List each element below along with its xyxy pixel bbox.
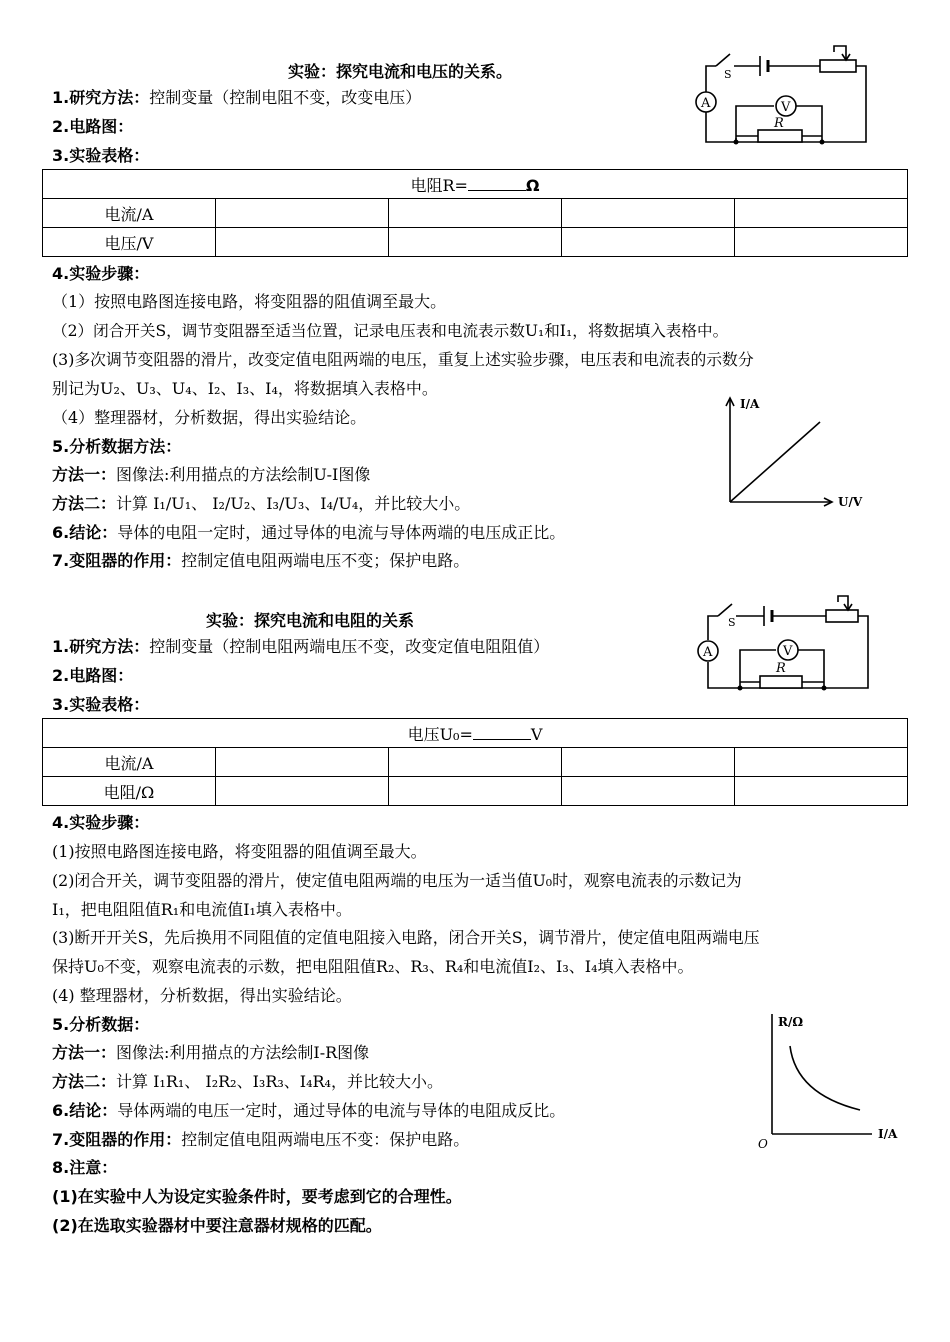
- section2-table: [42, 718, 908, 806]
- table-cell[interactable]: [216, 228, 389, 257]
- resistor-label: R: [774, 116, 784, 131]
- section2-notes-label: 8.注意：: [52, 1158, 118, 1177]
- blank-line[interactable]: [468, 176, 526, 191]
- section2-row-resistance-label: 电阻/Ω: [43, 777, 216, 806]
- section1-step2: （2）闭合开关S，调节变阻器至适当位置，记录电压表和电流表示数U₁和I₁，将数据填入表格中。: [52, 322, 729, 340]
- section2-table-label: 3.实验表格：: [52, 695, 150, 714]
- section2-step3a: (3)断开开关S，先后换用不同阻值的定值电阻接入电路，闭合开关S，调节滑片，使定值电阻两端电压: [52, 928, 760, 947]
- section1-step3a: (3)多次调节变阻器的滑片，改变定值电阻两端的电压，重复上述实验步骤，电压表和电流表的示数分: [52, 350, 754, 369]
- table-cell[interactable]: [389, 748, 562, 777]
- section1-circuit-label: 2.电路图：: [52, 117, 134, 136]
- table-cell[interactable]: [562, 228, 735, 257]
- table-cell[interactable]: [735, 748, 908, 777]
- table-cell[interactable]: [735, 228, 908, 257]
- section1-method: 1.研究方法：控制变量（控制电阻不变，改变电压）: [52, 88, 422, 107]
- inverse-curve: [790, 1046, 860, 1110]
- section1-conclusion: 6.结论：导体的电阻一定时，通过导体的电流与导体两端的电压成正比。: [52, 523, 566, 542]
- section2-rheostat: 7.变阻器的作用：控制定值电阻两端电压不变：保护电路。: [52, 1130, 470, 1149]
- resistor-body: [758, 130, 802, 142]
- table-cell[interactable]: [216, 199, 389, 228]
- proportional-line: [730, 422, 820, 502]
- table-cell[interactable]: [562, 748, 735, 777]
- section1-method2: 方法二：计算 I₁/U₁、 I₂/U₂、I₃/U₃、I₄/U₄，并比较大小。: [52, 494, 471, 513]
- graph2-y-label: R/Ω: [778, 1015, 804, 1029]
- graph2-origin: O: [758, 1137, 768, 1151]
- section1-step1: （1）按照电路图连接电路，将变阻器的阻值调至最大。: [52, 292, 447, 311]
- table-cell[interactable]: [735, 199, 908, 228]
- table-cell[interactable]: [389, 228, 562, 257]
- graph-ri: [752, 1010, 912, 1152]
- rheostat-body: [820, 60, 856, 72]
- section1-rheostat: 7.变阻器的作用：控制定值电阻两端电压不变；保护电路。: [52, 551, 470, 570]
- graph-ui: [716, 392, 876, 516]
- section1-table-label: 3.实验表格：: [52, 146, 150, 165]
- graph1-x-label: U/V: [838, 495, 863, 509]
- circuit-diagram-1: [686, 42, 872, 148]
- section1-step4: （4）整理器材，分析数据，得出实验结论。: [52, 408, 367, 427]
- section2-step2b: I₁，把电阻阻值R₁和电流值I₁填入表格中。: [52, 900, 352, 919]
- graph2-x-label: I/A: [878, 1127, 898, 1141]
- switch-label: S: [728, 616, 736, 629]
- section2-title: 实验：探究电流和电阻的关系: [206, 611, 415, 630]
- table-cell[interactable]: [389, 777, 562, 806]
- table-cell[interactable]: [735, 777, 908, 806]
- ammeter-label: A: [701, 96, 711, 111]
- circuit-diagram-2: [690, 592, 876, 692]
- section1-table: [42, 169, 908, 257]
- section1-row-voltage-label: 电压/V: [43, 228, 216, 257]
- table-cell[interactable]: [562, 777, 735, 806]
- section2-step3b: 保持U₀不变，观察电流表的示数，把电阻阻值R₂、R₃、R₄和电流值I₂、I₃、I₄填入表格中。: [52, 957, 694, 976]
- blank-line[interactable]: [473, 725, 531, 740]
- ammeter-label: A: [703, 645, 713, 660]
- section2-method1: 方法一：图像法:利用描点的方法绘制I-R图像: [52, 1043, 370, 1062]
- section2-method2: 方法二：计算 I₁R₁、 I₂R₂、I₃R₃、I₄R₄，并比较大小。: [52, 1072, 443, 1091]
- graph1-y-label: I/A: [740, 397, 760, 411]
- section1-step3b: 别记为U₂、U₃、U₄、I₂、I₃、I₄，将数据填入表格中。: [52, 379, 438, 398]
- voltmeter-label: V: [781, 100, 791, 115]
- section2-method: 1.研究方法：控制变量（控制电阻两端电压不变，改变定值电阻阻值）: [52, 637, 550, 656]
- section2-circuit-label: 2.电路图：: [52, 666, 134, 685]
- section2-step1: (1)按照电路图连接电路，将变阻器的阻值调至最大。: [52, 842, 427, 861]
- section2-note2: (2)在选取实验器材中要注意器材规格的匹配。: [52, 1216, 382, 1235]
- resistor-label: R: [776, 661, 786, 676]
- section1-steps-label: 4.实验步骤：: [52, 264, 150, 283]
- section2-conclusion: 6.结论：导体两端的电压一定时，通过导体的电流与导体的电阻成反比。: [52, 1101, 566, 1120]
- section1-title: 实验：探究电流和电压的关系。: [288, 62, 513, 81]
- section1-analysis-label: 5.分析数据方法：: [52, 437, 182, 456]
- table-cell[interactable]: [389, 199, 562, 228]
- section2-table-header: 电压U₀= V: [43, 719, 908, 748]
- switch-label: S: [724, 68, 732, 81]
- table-cell[interactable]: [216, 748, 389, 777]
- voltmeter-label: V: [783, 644, 793, 659]
- section1-method1: 方法一：图像法:利用描点的方法绘制U-I图像: [52, 465, 371, 484]
- section2-row-current-label: 电流/A: [43, 748, 216, 777]
- switch-lever: [716, 54, 730, 66]
- table-cell[interactable]: [562, 199, 735, 228]
- table-cell[interactable]: [216, 777, 389, 806]
- section1-table-header: 电阻R= Ω: [43, 170, 908, 199]
- section2-step2a: (2)闭合开关，调节变阻器的滑片，使定值电阻两端的电压为一适当值U₀时，观察电流表的示数记为: [52, 871, 742, 890]
- section2-note1: (1)在实验中人为设定实验条件时，要考虑到它的合理性。: [52, 1187, 462, 1206]
- section2-step4: (4) 整理器材，分析数据，得出实验结论。: [52, 986, 352, 1005]
- section2-analysis-label: 5.分析数据：: [52, 1015, 150, 1034]
- section1-row-current-label: 电流/A: [43, 199, 216, 228]
- section2-steps-label: 4.实验步骤：: [52, 813, 150, 832]
